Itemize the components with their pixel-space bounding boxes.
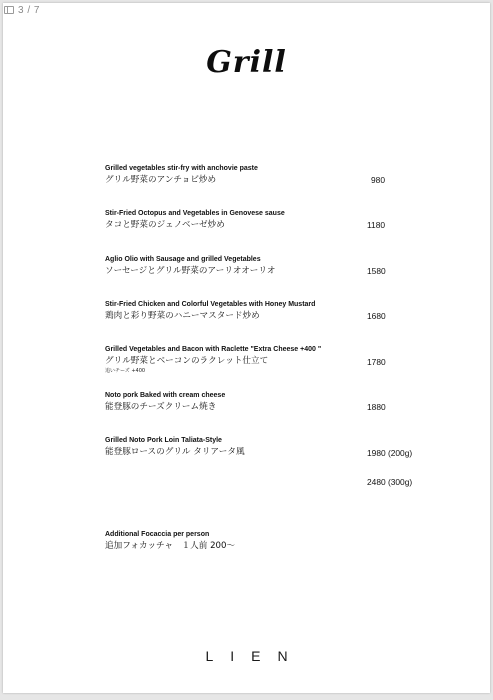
item-name-ja: ソーセージとグリル野菜のアーリオオーリオ (105, 266, 276, 276)
item-price: 1980 (200g) (367, 448, 413, 458)
menu-page (3, 3, 490, 693)
item-name-en: Aglio Olio with Sausage and grilled Vegetables (105, 256, 261, 263)
focaccia-note (105, 530, 235, 552)
item-price: 1180 (367, 220, 386, 230)
item-price: 1880 (367, 402, 386, 412)
item-name-ja: タコと野菜のジェノベーゼ炒め (105, 220, 225, 230)
item-name-ja: 鶏肉と彩り野菜のハニーマスタード炒め (105, 311, 260, 321)
item-price: 980 (371, 175, 385, 185)
item-note: 追いチーズ +400 (105, 368, 146, 374)
brand-logo: LIEN (205, 648, 305, 664)
item-name-en: Grilled Noto Pork Loin Taliata-Style (105, 437, 222, 444)
focaccia-en: Additional Focaccia per person (105, 531, 210, 538)
item-name-en: Grilled Vegetables and Bacon with Raclette "Extra Cheese +400 " (105, 346, 322, 353)
item-name-en: Grilled vegetables stir-fry with anchovie paste (105, 165, 258, 172)
item-name-ja: グリル野菜とベーコンのラクレット仕立て (105, 356, 269, 366)
item-name-en: Stir-Fried Chicken and Colorful Vegetables with Honey Mustard (105, 301, 316, 308)
item-name-ja: 能登豚ロースのグリル タリアータ風 (105, 447, 245, 457)
item-name-en: Noto pork Baked with cream cheese (105, 392, 226, 399)
item-name-ja: グリル野菜のアンチョビ炒め (105, 175, 217, 185)
item-name-ja: 能登豚のチーズクリーム焼き (105, 402, 217, 412)
menu-title: Grill (206, 45, 287, 80)
menu-item (105, 164, 435, 186)
page-indicator[interactable] (4, 3, 40, 17)
sidebar-toggle-icon[interactable] (4, 6, 14, 14)
item-name-en: Stir-Fried Octopus and Vegetables in Genovese sause (105, 210, 285, 217)
item-price-alt: 2480 (300g) (367, 477, 413, 487)
item-price: 1680 (367, 311, 386, 321)
menu-item (105, 209, 435, 231)
item-price: 1780 (367, 357, 386, 367)
item-price: 1580 (367, 266, 386, 276)
page-number: 3 / 7 (18, 4, 40, 16)
focaccia-ja: 追加フォカッチャ １人前 200～ (105, 541, 236, 551)
